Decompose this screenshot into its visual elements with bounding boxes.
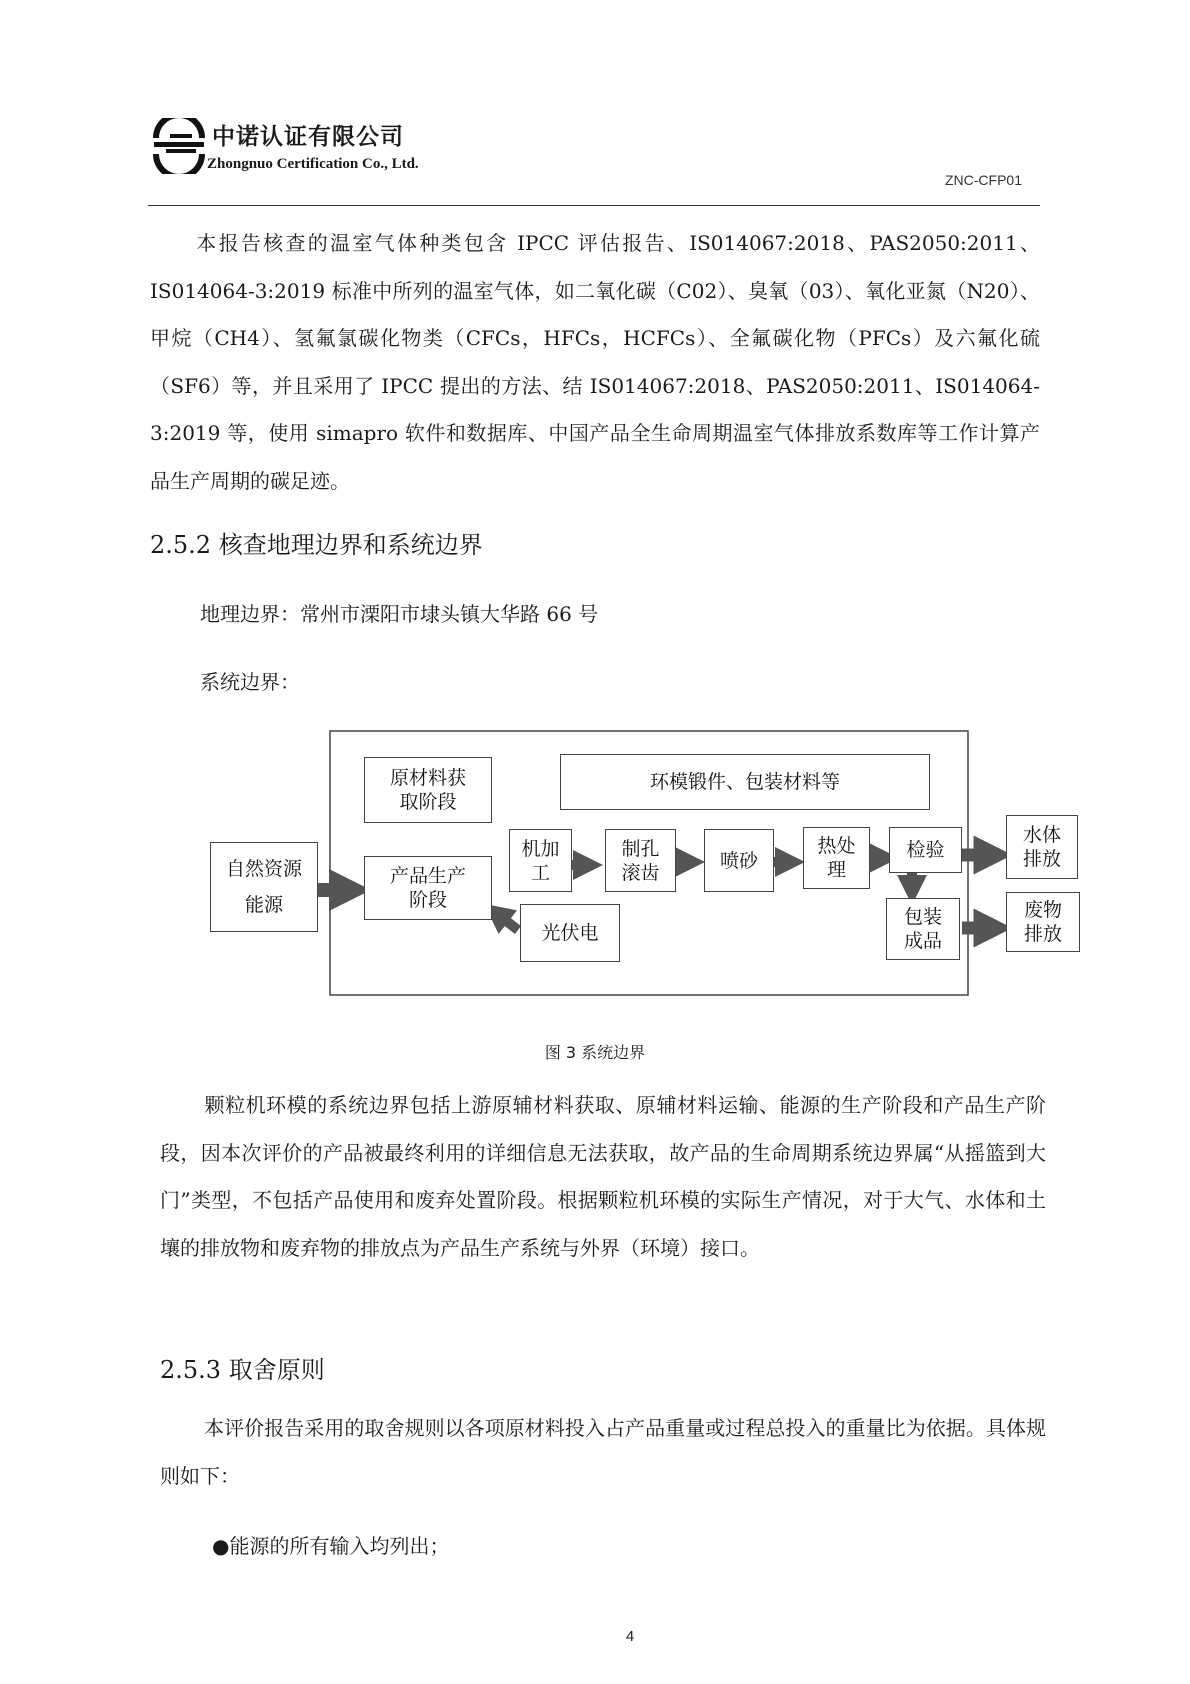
page-number: 4 xyxy=(625,1628,635,1645)
company-name-en: Zhongnuo Certification Co., Ltd. xyxy=(207,156,419,172)
figure-caption: 图 3 系统边界 xyxy=(544,1043,646,1062)
box-sandblasting: 喷砂 xyxy=(704,829,774,892)
box-drilling-hobbing: 制孔 滚齿 xyxy=(605,829,676,892)
paragraph-cutoff-rule: 本评价报告采用的取舍规则以各项原材料投入占产品重量或过程总投入的重量比为依据。具体规则如下： xyxy=(160,1416,1046,1488)
box-ring-forgings: 环模锻件、包装材料等 xyxy=(560,754,930,810)
header-rule xyxy=(148,205,1040,206)
paragraph-ghg-types: 本报告核查的温室气体种类包含 IPCC 评估报告、IS014067:2018、PAS2050:2011、IS014064-3:2019 标准中所列的温室气体，如二氧化碳（C02）、臭氧（03）、氧化亚氮（N20）、甲烷（CH4）、氢氟氯碳化物类（CFCs，HFCs，HCFCs）、全氟碳化物（PFCs）及六氟化硫（SF6）等，并且采用了 IPCC 提出的方法、结 IS014067:2018、PAS2050:2011、IS014064-3:2019 等，使用 simapro 软件和数据库、中国产品全生命周期温室气体排放系数库等工作计算产品生产周期的碳足迹。 xyxy=(150,231,1040,493)
box-water-discharge: 水体 排放 xyxy=(1006,815,1078,879)
document-code: ZNC-CFP01 xyxy=(945,172,1023,188)
heading-2-5-2: 2.5.2 核查地理边界和系统边界 xyxy=(150,531,483,559)
bullet-energy-inputs: ●能源的所有输入均列出； xyxy=(212,1534,450,1558)
box-waste-discharge: 废物 排放 xyxy=(1006,892,1080,952)
system-boundary-label: 系统边界： xyxy=(200,670,300,694)
box-production-stage: 产品生产 阶段 xyxy=(364,856,492,920)
heading-2-5-3: 2.5.3 取舍原则 xyxy=(160,1356,325,1384)
box-natural-resources-energy xyxy=(210,842,318,932)
zhongnuo-logo-icon xyxy=(150,118,208,174)
box-raw-material-stage: 原材料获 取阶段 xyxy=(364,757,492,823)
box-heat-treatment: 热处 理 xyxy=(803,827,870,889)
box-inspection: 检验 xyxy=(889,827,962,873)
box-photovoltaic: 光伏电 xyxy=(520,904,620,962)
company-name-cn: 中诺认证有限公司 xyxy=(212,124,404,150)
natural-resources-label: 自然资源 xyxy=(225,858,302,880)
paragraph-system-boundary: 颗粒机环模的系统边界包括上游原辅材料获取、原辅材料运输、能源的生产阶段和产品生产阶段，因本次评价的产品被最终利用的详细信息无法获取，故产品的生命周期系统边界属“从摇篮到大门”类型，不包括产品使用和废弃处置阶段。根据颗粒机环模的实际生产情况，对于大气、水体和土壤的排放物和废弃物的排放点为产品生产系统与外界（环境）接口。 xyxy=(160,1093,1046,1260)
geo-boundary-text: 地理边界：常州市溧阳市埭头镇大华路 66 号 xyxy=(200,602,599,626)
energy-label: 能源 xyxy=(244,894,283,916)
box-machining: 机加 工 xyxy=(509,829,572,892)
box-packaging: 包装 成品 xyxy=(886,898,960,960)
